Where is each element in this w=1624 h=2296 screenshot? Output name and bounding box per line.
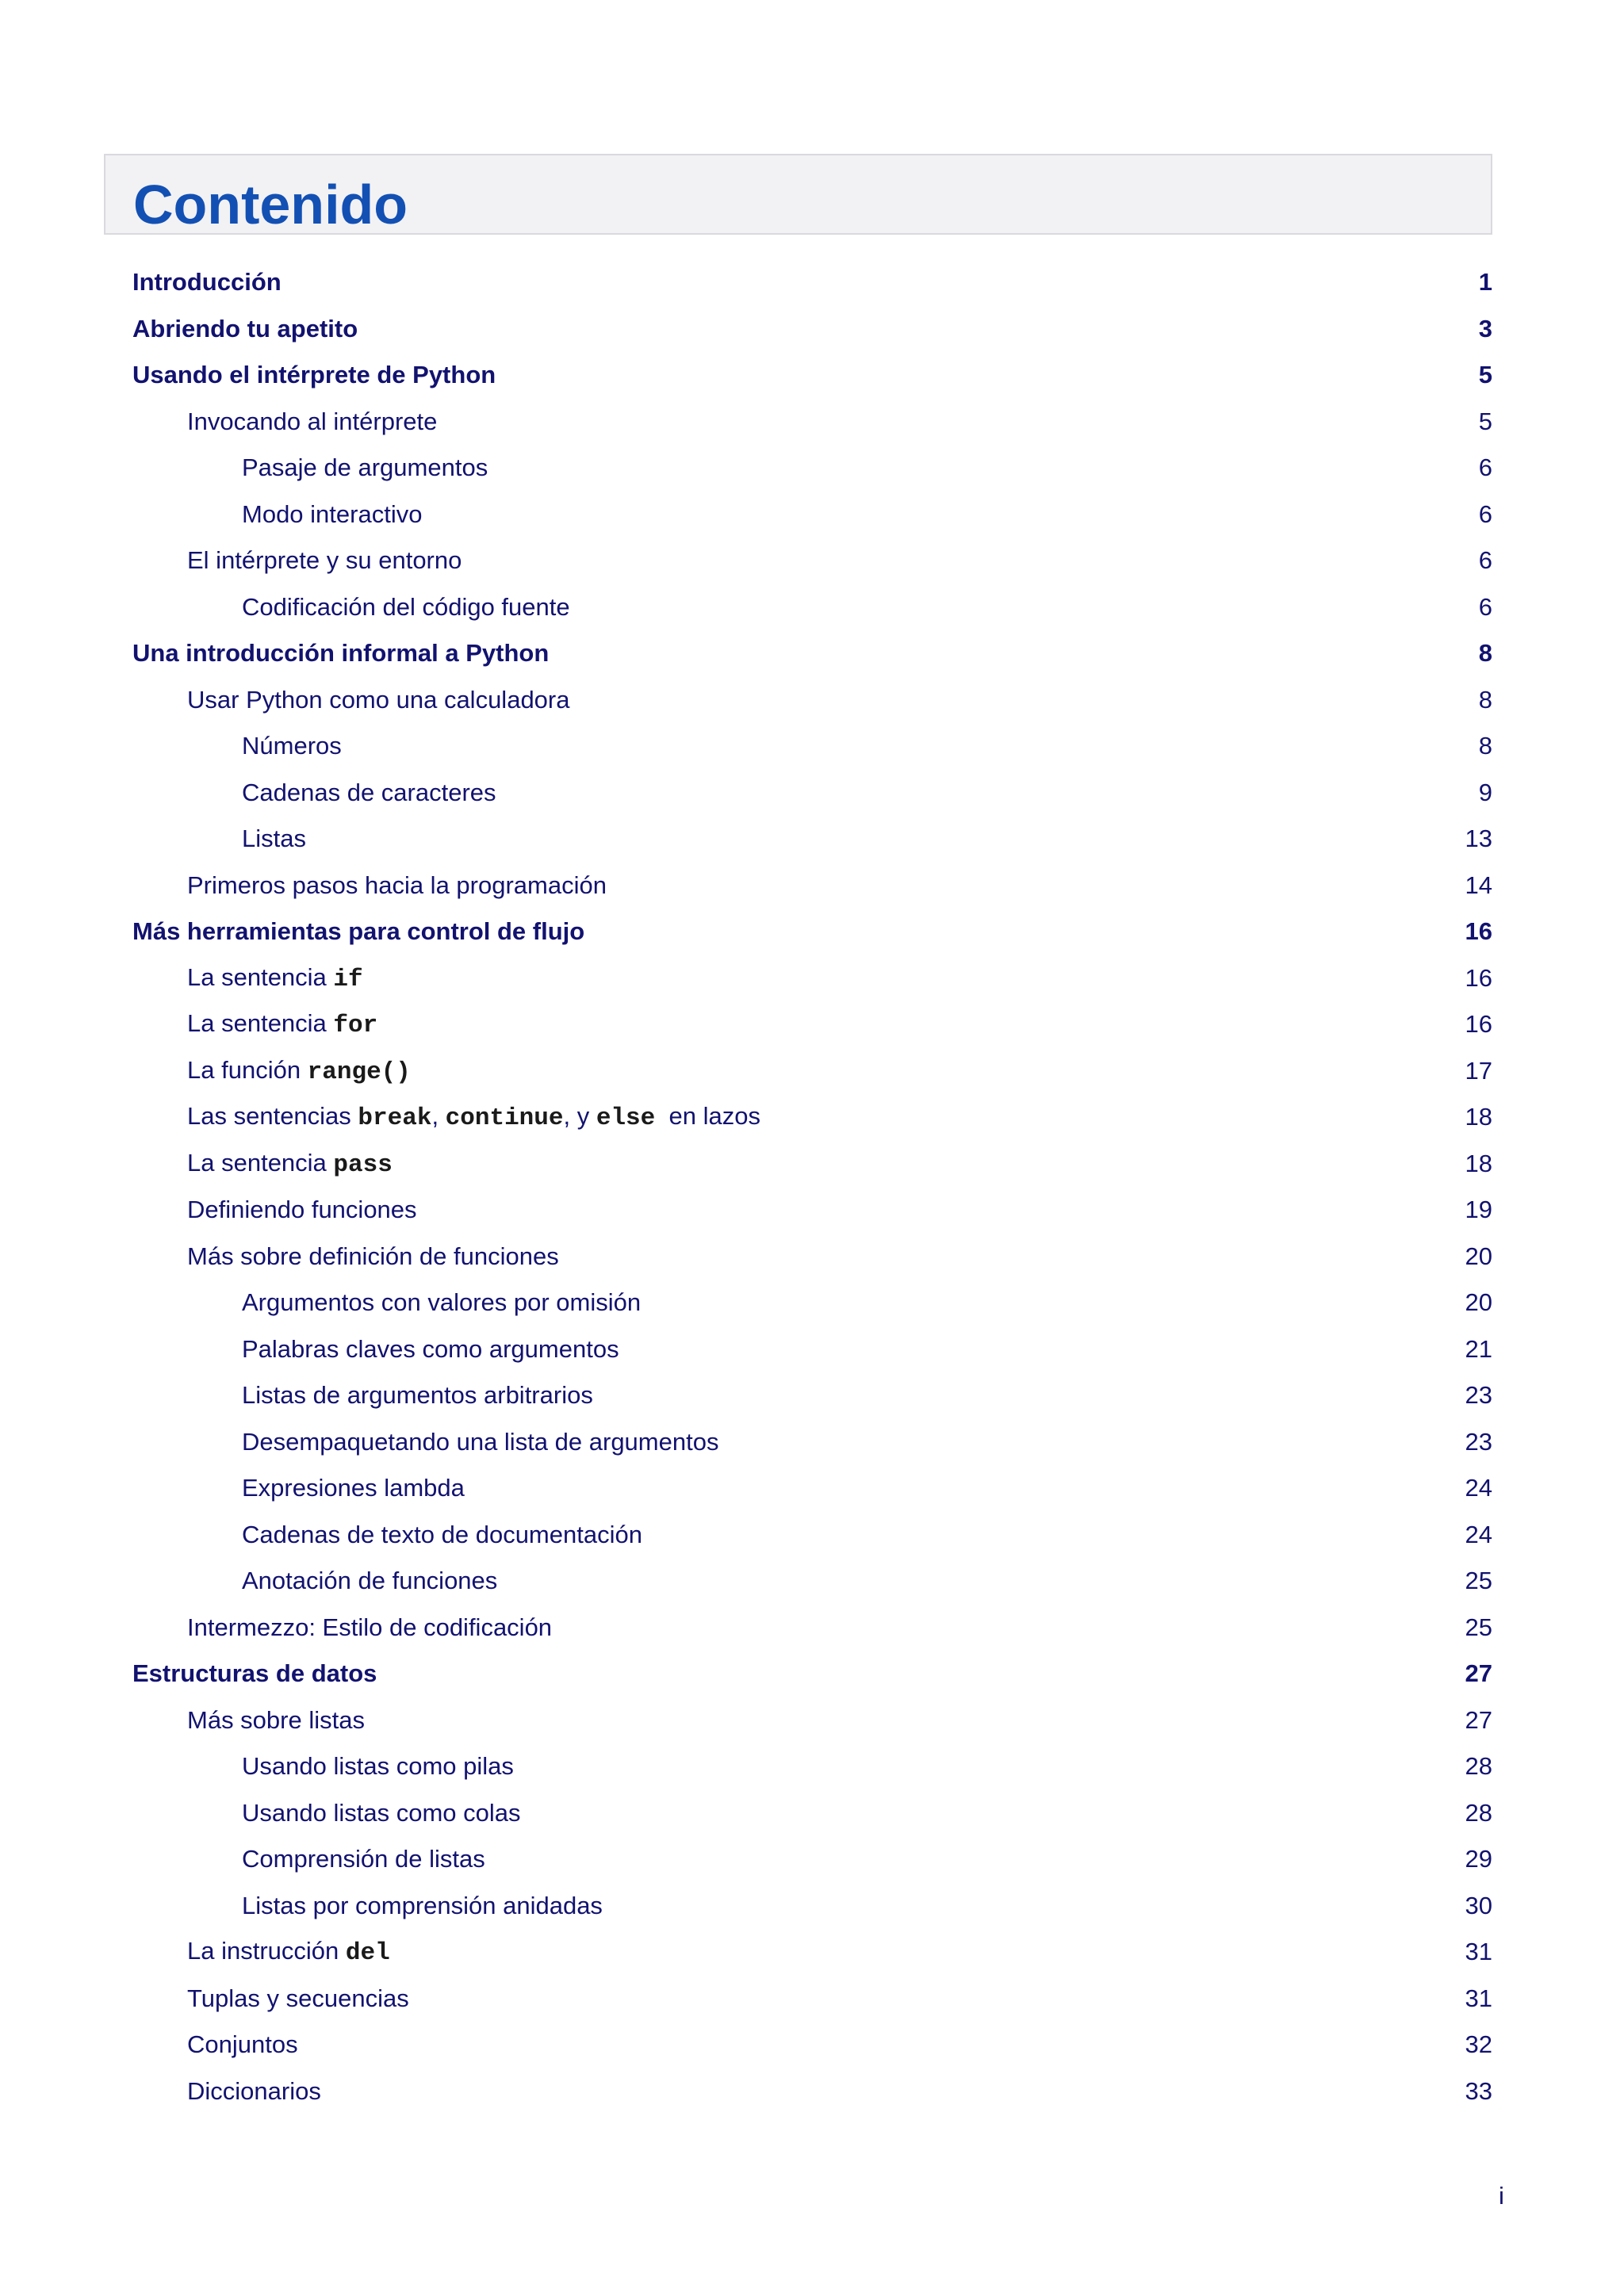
toc-entry[interactable] — [132, 2022, 1492, 2068]
toc-entry[interactable] — [132, 1326, 1492, 1373]
toc-entry-page: 25 — [1465, 1567, 1492, 1595]
toc-entry-text: Estructuras de datos — [132, 1659, 377, 1688]
toc-entry-title — [132, 1659, 377, 1688]
toc-entry[interactable] — [132, 863, 1492, 909]
toc-entry-text: Una introducción informal a Python — [132, 639, 550, 668]
toc-entry-page: 14 — [1465, 871, 1492, 899]
toc-entry-text: Introducción — [132, 268, 282, 297]
toc-entry-title — [187, 1984, 409, 2013]
toc-entry-page: 8 — [1478, 685, 1492, 714]
toc-entry-title — [242, 1521, 642, 1549]
toc-entry-title — [132, 268, 282, 297]
toc-entry[interactable] — [132, 1836, 1492, 1883]
toc-entry-title — [187, 1242, 559, 1271]
toc-entry-text: Abriendo tu apetito — [132, 314, 358, 342]
toc-entry-title — [187, 1196, 417, 1224]
toc-entry[interactable] — [132, 1651, 1492, 1697]
toc-entry-text: Más sobre listas — [187, 1705, 365, 1734]
toc-entry-title — [242, 1752, 514, 1781]
toc-entry[interactable] — [132, 909, 1492, 955]
toc-entry-title — [187, 686, 569, 714]
toc-entry-title — [132, 917, 584, 946]
toc-entry[interactable] — [132, 677, 1492, 724]
toc-entry-text: Desempaquetando una lista de argumentos — [242, 1427, 719, 1456]
toc-entry-page: 6 — [1478, 453, 1492, 482]
toc-entry[interactable] — [132, 538, 1492, 584]
toc-entry-code: pass — [333, 1150, 393, 1179]
toc-entry-title — [242, 593, 570, 622]
toc-entry[interactable] — [132, 1976, 1492, 2022]
toc-entry-title — [242, 1892, 603, 1920]
toc-entry-page: 9 — [1478, 778, 1492, 806]
toc-entry[interactable] — [132, 1372, 1492, 1419]
toc-entry-page: 32 — [1465, 2030, 1492, 2059]
toc-entry-text: Pasaje de argumentos — [242, 453, 488, 482]
toc-entry[interactable] — [132, 2068, 1492, 2115]
toc-entry-text: Expresiones lambda — [242, 1474, 465, 1502]
toc-entry-code: range() — [307, 1058, 411, 1086]
toc-entry-code: for — [333, 1012, 378, 1040]
toc-entry-text: Usar Python como una calculadora — [187, 685, 570, 714]
toc-entry-text: Listas — [242, 825, 306, 853]
toc-entry-page: 25 — [1465, 1613, 1492, 1641]
toc-entry-text: Cadenas de caracteres — [242, 778, 496, 806]
toc-entry-page: 8 — [1478, 732, 1492, 760]
toc-entry-text: Palabras claves como argumentos — [242, 1334, 619, 1363]
toc-entry-text: La sentencia — [187, 962, 334, 991]
toc-entry-text: Usando listas como pilas — [242, 1752, 514, 1781]
toc-entry[interactable] — [132, 630, 1492, 677]
toc-entry-page: 31 — [1465, 1984, 1492, 2012]
toc-entry[interactable] — [132, 399, 1492, 446]
toc-entry-text: Argumentos con valores por omisión — [242, 1288, 642, 1317]
toc-entry-text: , y — [563, 1102, 596, 1131]
toc-entry-text: Anotación de funciones — [242, 1567, 498, 1595]
toc-entry-text: Diccionarios — [187, 2076, 321, 2105]
toc-entry-page: 5 — [1478, 407, 1492, 435]
toc-entry-title — [242, 1567, 497, 1595]
toc-entry-page: 28 — [1465, 1752, 1492, 1781]
toc-entry[interactable] — [132, 1141, 1492, 1188]
toc-entry-text: Modo interactivo — [242, 499, 423, 528]
toc-entry-text: Las sentencias — [187, 1102, 358, 1131]
toc-entry[interactable] — [132, 1512, 1492, 1559]
toc-entry-title — [187, 963, 363, 993]
toc-entry[interactable] — [132, 1187, 1492, 1234]
toc-entry-page: 16 — [1465, 963, 1492, 992]
toc-entry-page: 3 — [1478, 314, 1492, 342]
toc-entry[interactable] — [132, 1234, 1492, 1280]
toc-entry-page: 1 — [1478, 268, 1492, 297]
toc-entry-page: 33 — [1465, 2076, 1492, 2105]
toc-entry-title — [242, 1845, 485, 1873]
toc-entry-text: Primeros pasos hacia la programación — [187, 871, 607, 899]
toc-entry-page: 6 — [1478, 592, 1492, 621]
toc-entry-page: 27 — [1465, 1705, 1492, 1734]
toc-entry-title — [242, 1335, 619, 1364]
toc-entry-text: Más herramientas para control de flujo — [132, 917, 585, 946]
toc-entry[interactable] — [132, 584, 1492, 631]
toc-entry-title — [187, 1009, 377, 1039]
toc-entry-text: Intermezzo: Estilo de codificación — [187, 1613, 553, 1641]
toc-entry-text: La función — [187, 1055, 308, 1084]
toc-entry-text: La sentencia — [187, 1148, 334, 1177]
toc-entry-code: else — [596, 1104, 656, 1133]
toc-entry[interactable] — [132, 1929, 1492, 1976]
toc-entry-code: del — [345, 1939, 390, 1968]
toc-entry-title — [242, 453, 488, 482]
toc-entry[interactable] — [132, 1743, 1492, 1790]
toc-entry-page: 31 — [1465, 1938, 1492, 1966]
toc-entry[interactable] — [132, 723, 1492, 770]
page-title: Contenido — [133, 174, 408, 235]
toc-entry-code: continue — [445, 1104, 564, 1133]
toc-entry[interactable] — [132, 1883, 1492, 1930]
toc-entry[interactable] — [132, 1001, 1492, 1048]
toc-entry-title — [187, 2030, 298, 2059]
toc-entry-text: Definiendo funciones — [187, 1196, 417, 1224]
toc-entry-title — [242, 1381, 593, 1410]
toc-entry-title — [187, 1149, 393, 1179]
toc-entry[interactable] — [132, 259, 1492, 306]
toc-entry-page: 5 — [1478, 361, 1492, 389]
toc-entry[interactable] — [132, 445, 1492, 492]
toc-entry-title — [242, 1474, 465, 1502]
toc-entry-page: 18 — [1465, 1149, 1492, 1177]
toc-entry-title — [132, 361, 496, 389]
toc-entry-title — [132, 639, 549, 668]
toc-entry-title — [242, 1428, 718, 1456]
toc-entry-page: 27 — [1465, 1659, 1492, 1688]
toc-entry-title — [187, 1056, 411, 1086]
toc-entry[interactable] — [132, 352, 1492, 399]
toc-entry-text: en lazos — [655, 1102, 760, 1131]
toc-entry-text: Usando listas como colas — [242, 1798, 521, 1827]
toc-entry-page: 23 — [1465, 1427, 1492, 1456]
toc-entry-text: Listas por comprensión anidadas — [242, 1891, 603, 1919]
toc-entry-title — [187, 871, 607, 900]
toc-entry[interactable] — [132, 1094, 1492, 1141]
toc-entry-title — [242, 732, 342, 760]
toc-entry-page: 21 — [1465, 1334, 1492, 1363]
toc-entry[interactable] — [132, 1558, 1492, 1605]
toc-entry-title — [242, 1799, 521, 1827]
toc-entry-page: 20 — [1465, 1242, 1492, 1270]
toc-entry-text: Invocando al intérprete — [187, 407, 438, 435]
toc-entry-text: Comprensión de listas — [242, 1845, 485, 1873]
toc-entry-title — [187, 1937, 390, 1967]
toc-entry-page: 28 — [1465, 1798, 1492, 1827]
toc-entry-page: 13 — [1465, 825, 1492, 853]
toc-entry[interactable] — [132, 1048, 1492, 1095]
toc-entry-title — [187, 2077, 321, 2106]
toc-entry-text: La instrucción — [187, 1937, 346, 1965]
toc-entry[interactable] — [132, 1280, 1492, 1326]
toc-entry-page: 24 — [1465, 1474, 1492, 1502]
toc-entry[interactable] — [132, 1697, 1492, 1744]
toc-entry-text: Números — [242, 732, 342, 760]
toc-entry-title — [242, 825, 306, 853]
toc-entry-title — [242, 500, 422, 529]
toc-entry-title — [242, 1288, 641, 1317]
toc-entry-text: Conjuntos — [187, 2030, 298, 2059]
toc-entry-text: , — [431, 1102, 446, 1131]
toc-entry-page: 17 — [1465, 1056, 1492, 1085]
toc-entry-title — [187, 1613, 552, 1642]
table-of-contents — [132, 259, 1492, 2114]
toc-entry-code: break — [358, 1104, 432, 1133]
toc-entry-title — [132, 315, 358, 343]
toc-entry-text: La sentencia — [187, 1009, 334, 1038]
toc-entry-page: 16 — [1465, 1010, 1492, 1039]
toc-entry-title — [242, 779, 496, 807]
toc-entry-text: Codificación del código fuente — [242, 592, 570, 621]
toc-entry-text: Cadenas de texto de documentación — [242, 1520, 642, 1548]
toc-entry-text: Más sobre definición de funciones — [187, 1242, 559, 1270]
title-box — [104, 154, 1492, 235]
toc-entry-title — [187, 1706, 365, 1735]
toc-entry[interactable] — [132, 492, 1492, 538]
toc-entry[interactable] — [132, 1465, 1492, 1512]
toc-entry-page: 20 — [1465, 1288, 1492, 1317]
toc-entry-title — [187, 1102, 760, 1132]
page-number: i — [1499, 2182, 1504, 2210]
toc-entry-text: El intérprete y su entorno — [187, 546, 462, 575]
toc-entry-page: 24 — [1465, 1520, 1492, 1548]
toc-entry[interactable] — [132, 816, 1492, 863]
toc-entry-page: 29 — [1465, 1845, 1492, 1873]
toc-entry[interactable] — [132, 955, 1492, 1002]
toc-entry-page: 19 — [1465, 1196, 1492, 1224]
toc-entry-page: 8 — [1478, 639, 1492, 668]
toc-entry-text: Listas de argumentos arbitrarios — [242, 1381, 593, 1410]
toc-entry-page: 6 — [1478, 499, 1492, 528]
toc-entry[interactable] — [132, 1419, 1492, 1466]
toc-entry-text: Usando el intérprete de Python — [132, 361, 496, 389]
toc-entry-page: 30 — [1465, 1891, 1492, 1919]
toc-entry-page: 23 — [1465, 1381, 1492, 1410]
toc-entry[interactable] — [132, 770, 1492, 817]
toc-entry-title — [187, 408, 437, 436]
toc-entry-page: 16 — [1465, 917, 1492, 946]
toc-entry-text: Tuplas y secuencias — [187, 1984, 409, 2012]
toc-entry[interactable] — [132, 1790, 1492, 1837]
toc-entry[interactable] — [132, 306, 1492, 353]
toc-entry-page: 18 — [1465, 1103, 1492, 1131]
toc-entry-title — [187, 546, 462, 575]
toc-entry-page: 6 — [1478, 546, 1492, 575]
toc-entry-code: if — [333, 965, 363, 993]
toc-entry[interactable] — [132, 1605, 1492, 1651]
